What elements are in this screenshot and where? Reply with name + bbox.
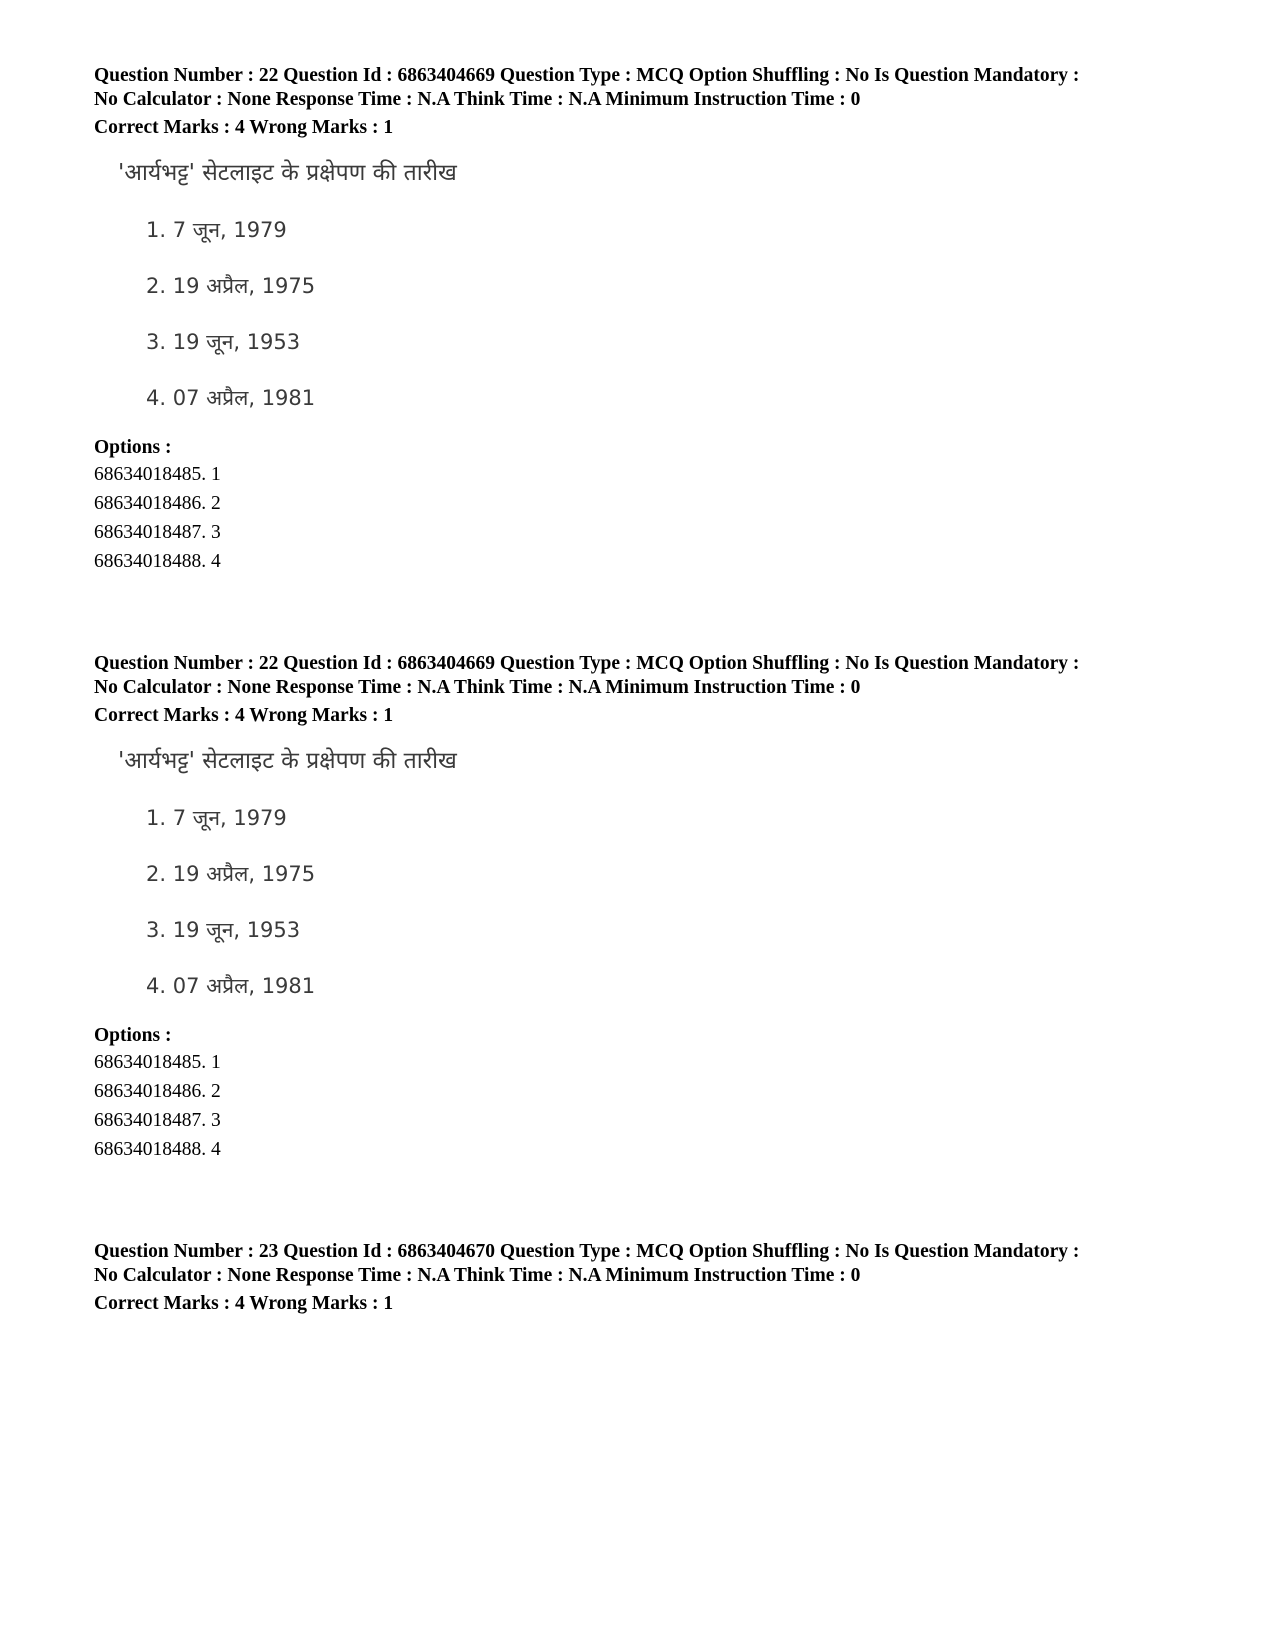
question-choice-2: 2. 19 अप्रैल, 1975 — [146, 862, 316, 886]
options-label: Options : — [94, 1025, 172, 1046]
question-meta-line-2: No Calculator : None Response Time : N.A Think Time : N.A Minimum Instruction Time : 0 — [94, 89, 861, 110]
option-row-3: 68634018487. 3 — [94, 522, 221, 543]
question-choice-3: 3. 19 जून, 1953 — [146, 330, 301, 354]
question-image — [118, 746, 1194, 1000]
question-block-2 — [94, 652, 1194, 1164]
question-block-3 — [94, 1240, 1194, 1316]
option-row-4: 68634018488. 4 — [94, 551, 221, 572]
option-row-2: 68634018486. 2 — [94, 1081, 221, 1102]
question-choice-1: 1. 7 जून, 1979 — [146, 806, 287, 830]
question-text: 'आर्यभट्ट' सेटलाइट के प्रक्षेपण की तारीख — [118, 748, 457, 774]
option-row-3: 68634018487. 3 — [94, 1110, 221, 1131]
question-meta-line-2: No Calculator : None Response Time : N.A Think Time : N.A Minimum Instruction Time : 0 — [94, 677, 861, 698]
question-meta-line-1: Question Number : 22 Question Id : 6863404669 Question Type : MCQ Option Shuffling : No Is Question Mandatory : — [94, 65, 1080, 86]
option-row-1: 68634018485. 1 — [94, 1052, 221, 1073]
options-label: Options : — [94, 437, 172, 458]
option-row-1: 68634018485. 1 — [94, 464, 221, 485]
question-choice-1: 1. 7 जून, 1979 — [146, 218, 287, 242]
question-choice-3: 3. 19 जून, 1953 — [146, 918, 301, 942]
option-row-2: 68634018486. 2 — [94, 493, 221, 514]
question-marks: Correct Marks : 4 Wrong Marks : 1 — [94, 117, 394, 138]
question-choice-2: 2. 19 अप्रैल, 1975 — [146, 274, 316, 298]
option-row-4: 68634018488. 4 — [94, 1139, 221, 1160]
question-text: 'आर्यभट्ट' सेटलाइट के प्रक्षेपण की तारीख — [118, 160, 457, 186]
question-marks: Correct Marks : 4 Wrong Marks : 1 — [94, 705, 394, 726]
question-meta-line-1: Question Number : 23 Question Id : 6863404670 Question Type : MCQ Option Shuffling : No Is Question Mandatory : — [94, 1241, 1080, 1262]
question-choice-4: 4. 07 अप्रैल, 1981 — [146, 386, 316, 410]
question-marks: Correct Marks : 4 Wrong Marks : 1 — [94, 1293, 394, 1314]
question-choice-4: 4. 07 अप्रैल, 1981 — [146, 974, 316, 998]
question-meta-line-2: No Calculator : None Response Time : N.A Think Time : N.A Minimum Instruction Time : 0 — [94, 1265, 861, 1286]
question-image — [118, 158, 1194, 412]
question-block-1 — [94, 64, 1194, 576]
question-meta-line-1: Question Number : 22 Question Id : 6863404669 Question Type : MCQ Option Shuffling : No Is Question Mandatory : — [94, 653, 1080, 674]
